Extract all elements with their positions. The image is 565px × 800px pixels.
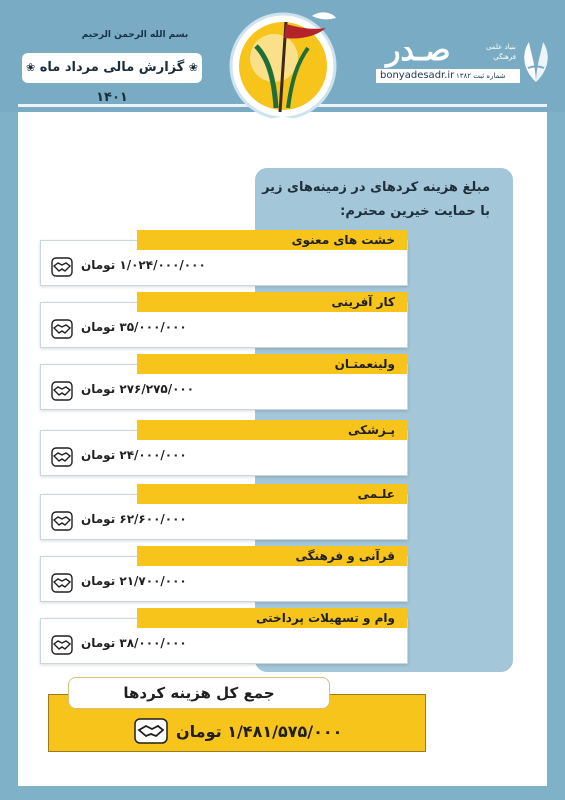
category-amount: ۳۸/۰۰۰/۰۰۰ تومان <box>81 636 187 650</box>
category-label: ولینعمتـان <box>137 354 407 374</box>
handshake-icon <box>51 573 73 593</box>
brand-subtitle: بنیاد علمی فرهنگی <box>485 43 516 61</box>
category-label: قرآنی و فرهنگی <box>137 546 407 566</box>
intro-line-1: مبلغ هزینه کردهای در زمینه‌های زیر <box>262 180 490 195</box>
handshake-icon <box>51 257 73 277</box>
right-border <box>547 0 565 800</box>
website-url[interactable]: bonyadesadr.ir <box>376 69 520 83</box>
bottom-border <box>0 786 565 800</box>
handshake-icon <box>51 447 73 467</box>
intro-text <box>260 176 490 224</box>
category-amount: ۲۱/۷۰۰/۰۰۰ تومان <box>81 574 187 588</box>
brand-name: صـدر <box>386 33 451 68</box>
category-amount: ۳۵/۰۰۰/۰۰۰ تومان <box>81 320 187 334</box>
total-amount: ۱/۴۸۱/۵۷۵/۰۰۰ تومان <box>176 722 343 741</box>
intro-line-2: با حمایت خیرین محترم: <box>340 204 490 219</box>
handshake-icon <box>51 511 73 531</box>
category-card <box>40 549 408 602</box>
category-label: پـزشکی <box>137 420 407 440</box>
category-card <box>40 611 408 664</box>
category-amount: ۲۷۶/۲۷۵/۰۰۰ تومان <box>81 382 195 396</box>
category-card <box>40 357 408 410</box>
category-amount: ۱/۰۲۴/۰۰۰/۰۰۰ تومان <box>81 258 206 272</box>
category-card <box>40 487 408 540</box>
report-title: ❀ گزارش مالی مرداد ماه ۱۴۰۱ ❀ <box>22 53 202 83</box>
registration-number: شماره ثبت ۱۳۸۲ <box>456 72 506 80</box>
basmala-text: بسم الله الرحمن الرحیم <box>81 30 189 40</box>
brand-leaf-icon <box>519 38 553 84</box>
left-border <box>0 0 18 800</box>
category-label: خشت های معنوی <box>137 230 407 250</box>
category-card <box>40 233 408 286</box>
handshake-icon <box>51 319 73 339</box>
category-label: علـمی <box>137 484 407 504</box>
handshake-icon <box>134 718 168 744</box>
category-label: وام و تسهیلات پرداختی <box>137 608 407 628</box>
category-card <box>40 423 408 476</box>
flag-emblem-icon <box>216 8 350 148</box>
category-amount: ۲۴/۰۰۰/۰۰۰ تومان <box>81 448 187 462</box>
category-card <box>40 295 408 348</box>
category-label: کار آفرینی <box>137 292 407 312</box>
category-amount: ۶۲/۶۰۰/۰۰۰ تومان <box>81 512 187 526</box>
handshake-icon <box>51 381 73 401</box>
total-label: جمع کل هزینه کردها <box>68 677 330 709</box>
handshake-icon <box>51 635 73 655</box>
